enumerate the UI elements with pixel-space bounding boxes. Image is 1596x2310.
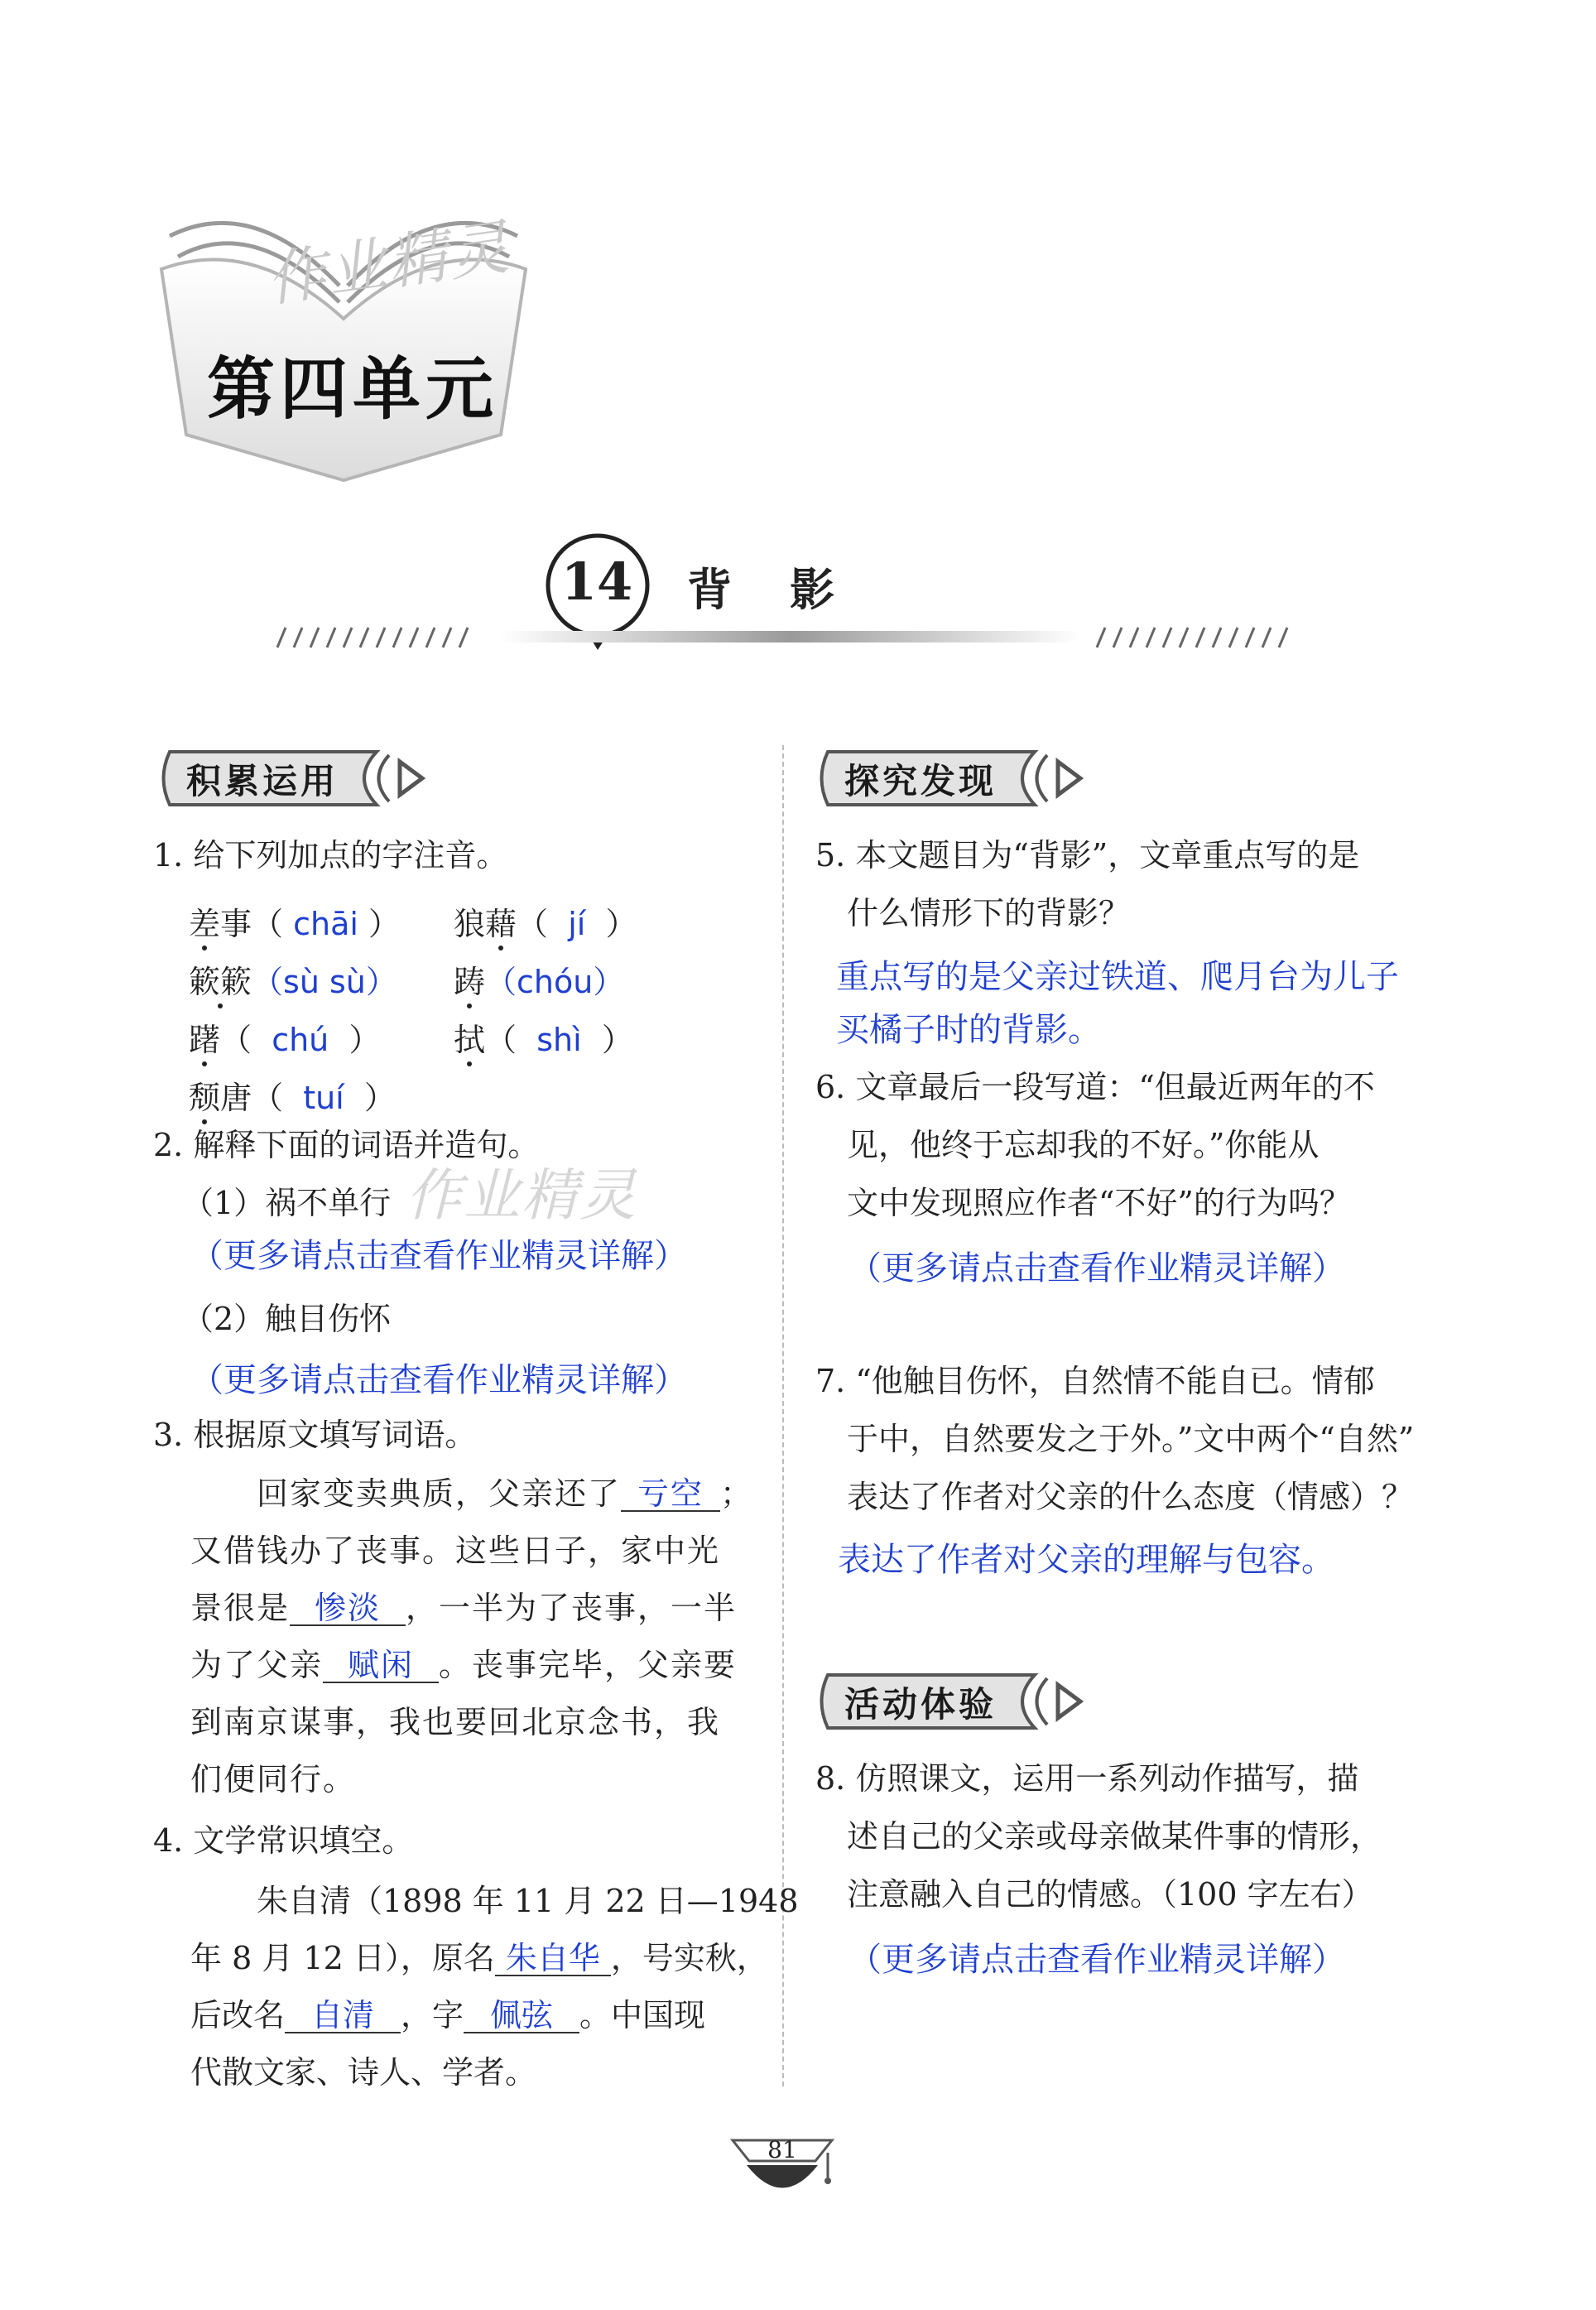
q5-answer-line-2: 买橘子时的背影。 [836, 1011, 1101, 1049]
q4-blank-1: 朱自华 [495, 1942, 611, 1976]
q3-blank-2: 惨淡 [290, 1591, 406, 1626]
q1-answer-3: （sù sù） [252, 964, 397, 1000]
q4-line-4: 代散文家、诗人、学者。 [190, 2054, 537, 2091]
section-label-activity: 活动体验 [844, 1684, 997, 1725]
q5-answer-line-1: 重点写的是父亲过铁道、爬月台为儿子 [836, 958, 1399, 996]
q5-line-1: 5. 本文题目为“背影”，文章重点写的是 [815, 837, 1360, 873]
q1-answer-6: shì [536, 1022, 582, 1058]
section-label-explore: 探究发现 [844, 761, 997, 801]
q3-blank-1: 亏空 [621, 1477, 720, 1512]
q1-answer-2: jí [568, 906, 586, 942]
lesson-divider [269, 621, 1312, 654]
q8-line-3: 注意融入自己的情感。（100 字左右） [847, 1876, 1373, 1913]
q6-line-1: 6. 文章最后一段写道：“但最近两年的不 [815, 1069, 1375, 1105]
q7-line-2: 于中，自然要发之于外。”文中两个“自然” [847, 1421, 1415, 1457]
q2-sub2-detail-link[interactable]: （更多请点击查看作业精灵详解） [190, 1361, 687, 1399]
q7-answer: 表达了作者对父亲的理解与包容。 [838, 1541, 1334, 1579]
q2-prompt: 2. 解释下面的词语并造句。 [153, 1127, 540, 1163]
q8-line-1: 8. 仿照课文，运用一系列动作描写，描 [815, 1760, 1359, 1797]
q5-line-2: 什么情形下的背影？ [847, 895, 1131, 931]
q1-item-1: 差事（ chāi ） [189, 906, 401, 942]
content-watermark: 作业精灵 [406, 1163, 638, 1229]
q3-line-1: 回家变卖典质，父亲还了 亏空 ； [257, 1475, 754, 1512]
q2-sub1: （1）祸不单行 [182, 1185, 392, 1221]
q8-line-2: 述自己的父亲或母亲做某件事的情形， [847, 1818, 1382, 1855]
q1-answer-1: chāi [293, 906, 358, 942]
page-number: 81 [767, 2136, 797, 2163]
q4-line-3: 后改名 自清 ，字 佩弦 。中国现 [190, 1997, 706, 2033]
q6-line-3: 文中发现照应作者“不好”的行为吗？ [847, 1185, 1351, 1221]
q7-line-1: 7. “他触目伤怀，自然情不能自已。情郁 [815, 1363, 1375, 1399]
q1-item-6: 拭（ shì ） [454, 1022, 633, 1058]
q4-blank-2: 自清 [285, 1999, 401, 2033]
q1-answer-5: chú [272, 1022, 329, 1058]
q3-blank-3: 赋闲 [323, 1648, 439, 1683]
q1-item-4: 踌（chóu） [454, 964, 625, 1000]
q2-sub1-detail-link[interactable]: （更多请点击查看作业精灵详解） [190, 1237, 687, 1275]
q3-line-4: 为了父亲 赋闲 。丧事完毕，父亲要 [190, 1647, 738, 1683]
lesson-title: 背影 [687, 564, 892, 616]
q1-item-2: 狼藉（ jí ） [454, 906, 637, 942]
q7-line-3: 表达了作者对父亲的什么态度（情感）？ [847, 1479, 1414, 1515]
q3-line-2: 又借钱办了丧事。这些日子，家中光 [190, 1533, 721, 1569]
q1-item-5: 躇（ chú ） [189, 1022, 381, 1058]
section-label-accumulate: 积累运用 [186, 761, 339, 801]
q1-item-3: 簌簌（sù sù） [189, 964, 397, 1000]
q1-prompt: 1. 给下列加点的字注音。 [153, 837, 508, 873]
q4-line-1: 朱自清（1898 年 11 月 22 日—1948 [257, 1883, 799, 1919]
q3-line-3: 景很是 惨淡 ，一半为了丧事，一半 [190, 1590, 738, 1626]
q1-answer-7: tuí [303, 1080, 344, 1116]
q4-line-2: 年 8 月 12 日），原名 朱自华 ，号实秋， [190, 1940, 768, 1976]
unit-watermark: 作业精灵 [262, 211, 515, 315]
section-badge-accumulate [153, 745, 426, 811]
q1-item-7: 颓唐（ tuí ） [189, 1080, 396, 1116]
q3-prompt: 3. 根据原文填写词语。 [153, 1417, 477, 1453]
q3-line-5: 到南京谋事，我也要回北京念书，我 [190, 1704, 721, 1740]
q2-sub2: （2）触目伤怀 [182, 1301, 392, 1337]
q1-answer-4: （chóu） [485, 964, 625, 1000]
section-badge-activity [811, 1668, 1084, 1735]
q4-prompt: 4. 文学常识填空。 [153, 1822, 414, 1859]
q4-blank-3: 佩弦 [464, 1999, 579, 2033]
unit-title: 第四单元 [207, 350, 499, 429]
q3-line-6: 们便同行。 [190, 1761, 357, 1797]
q6-line-2: 见，他终于忘却我的不好。”你能从 [847, 1127, 1320, 1163]
lesson-number: 14 [560, 551, 633, 612]
q8-detail-link[interactable]: （更多请点击查看作业精灵详解） [848, 1941, 1345, 1979]
q6-detail-link[interactable]: （更多请点击查看作业精灵详解） [848, 1249, 1345, 1287]
section-badge-explore [811, 745, 1084, 811]
